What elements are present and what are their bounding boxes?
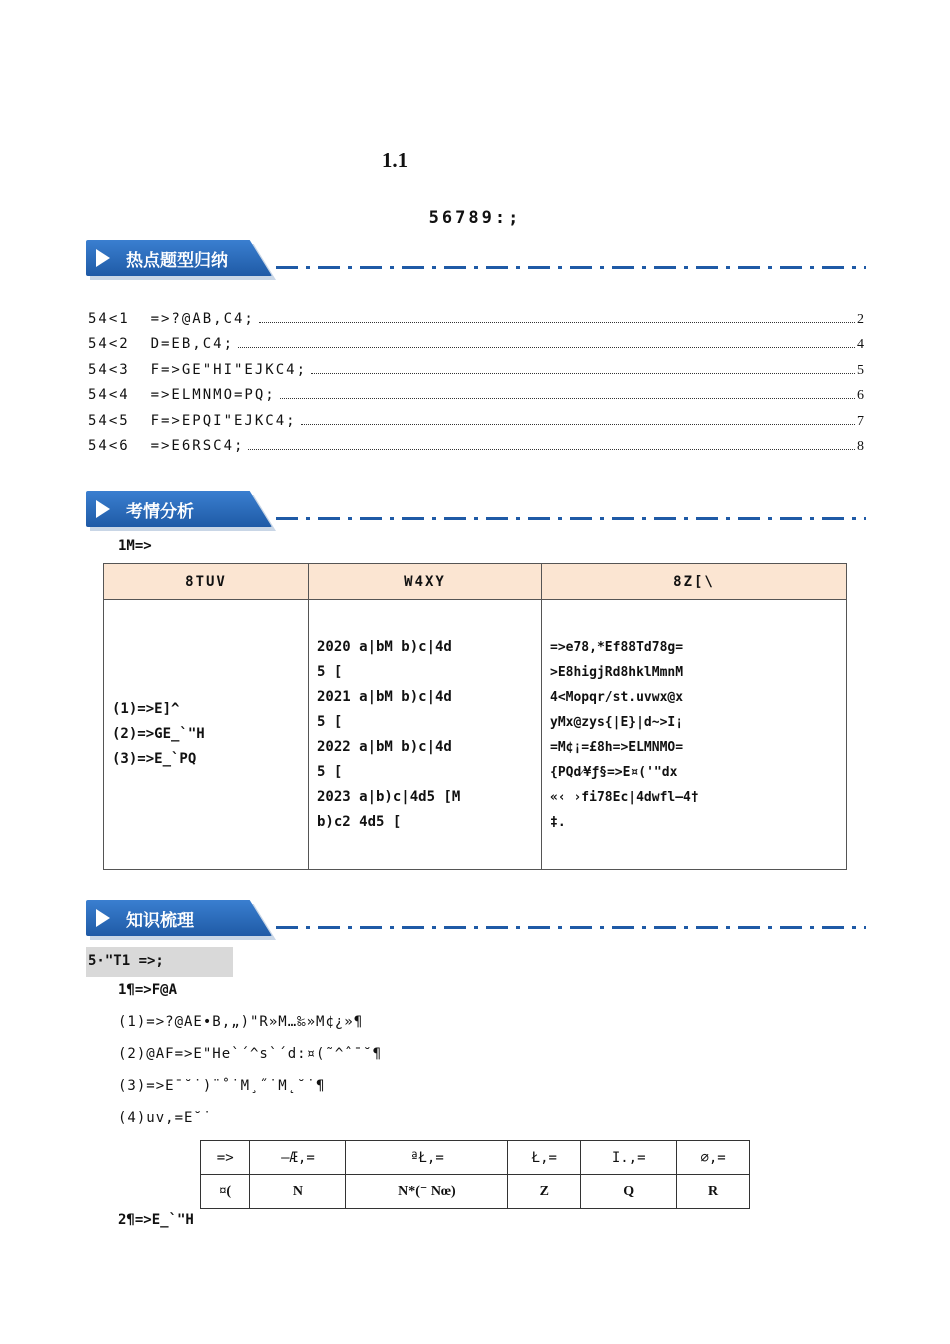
table-cell: Ł,= bbox=[508, 1141, 581, 1175]
toc-item[interactable]: 54<4 =>ELMNMO=PQ; 6 bbox=[88, 387, 864, 404]
section-banner-exam-analysis bbox=[86, 491, 866, 531]
knowledge-item: (1)=>?@AE•B,„)"R»M…‰»M¢¿»¶ bbox=[118, 1014, 364, 1030]
chapter-title: 56789:; bbox=[428, 208, 522, 228]
section-banner-knowledge bbox=[86, 900, 866, 940]
table-of-contents bbox=[88, 311, 864, 463]
toc-item[interactable]: 54<5 F=>EPQI"EJKC4; 7 bbox=[88, 412, 864, 429]
table-cell: Z bbox=[508, 1175, 581, 1209]
dashed-divider bbox=[276, 266, 866, 269]
table-cell: ¤( bbox=[201, 1175, 250, 1209]
table-cell: R bbox=[677, 1175, 750, 1209]
toc-item[interactable]: 54<1 =>?@AB,C4; 2 bbox=[88, 311, 864, 327]
knowledge-item: (4)uv,=E˘˙ bbox=[118, 1110, 213, 1126]
dashed-divider bbox=[276, 926, 866, 929]
play-arrow-icon bbox=[96, 249, 110, 267]
toc-item[interactable]: 54<3 F=>GE"HI"EJKC4; 5 bbox=[88, 361, 864, 378]
table-cell: ªŁ,= bbox=[346, 1141, 508, 1175]
table-header: 8TUV bbox=[104, 564, 309, 600]
table-header: W4XY bbox=[309, 564, 542, 600]
chapter-number: 1.1 bbox=[381, 148, 409, 172]
dashed-divider bbox=[276, 517, 866, 520]
section-title: 知识梳理 bbox=[126, 911, 194, 931]
knowledge-item: (3)=>E¯˘˙)¨˚˙M¸˝˙M˛˘˙¶ bbox=[118, 1078, 326, 1094]
play-arrow-icon bbox=[96, 500, 110, 518]
analysis-label: 1M=> bbox=[118, 538, 152, 554]
toc-item[interactable]: 54<2 D=EB,C4; 4 bbox=[88, 336, 864, 353]
knowledge-item: (2)@AF=>E"He`´^s`´d:¤(˜^ˆ¯˘¶ bbox=[118, 1046, 383, 1062]
section-title: 热点题型归纳 bbox=[126, 251, 228, 271]
table-cell: N*(⁻ Nœ) bbox=[346, 1175, 508, 1209]
table-header: 8Z[\ bbox=[542, 564, 847, 600]
table-cell: =>e78,*Ef88Td78g= >E8higjRd8hklMmnM 4<Mopqr/st.uvwx@x yMx@zys{|E}|d~>I¡ =M¢¡=£8h=>ELMNMO= {PQd⁄¥ƒ§=>E¤('"dx «‹ ›fi78Ec|4dwfl–4† ‡. bbox=[542, 600, 847, 870]
knowledge-heading: 5·"T1 =>; bbox=[86, 947, 233, 977]
table-cell: N bbox=[250, 1175, 346, 1209]
toc-item[interactable]: 54<6 =>E6RSC4; 8 bbox=[88, 437, 864, 454]
table-cell: (1)=>E]^ (2)=>GE_`"H (3)=>E_`PQ bbox=[104, 600, 309, 870]
table-cell: => bbox=[201, 1141, 250, 1175]
section-title: 考情分析 bbox=[126, 502, 194, 522]
analysis-table bbox=[103, 563, 847, 870]
table-cell: Q bbox=[581, 1175, 677, 1209]
table-cell: I.,= bbox=[581, 1141, 677, 1175]
number-set-table bbox=[200, 1140, 750, 1209]
play-arrow-icon bbox=[96, 909, 110, 927]
table-cell: —Æ,= bbox=[250, 1141, 346, 1175]
knowledge-subheading: 2¶=>E_`"H bbox=[118, 1212, 194, 1228]
section-banner-hot-topics bbox=[86, 240, 866, 280]
table-cell: ∅,= bbox=[677, 1141, 750, 1175]
knowledge-subheading: 1¶=>F@A bbox=[118, 982, 178, 998]
table-cell: 2020 a|bM b)c|4d 5 [ 2021 a|bM b)c|4d 5 [ 2022 a|bM b)c|4d 5 [ 2023 a|b)c|4d5 [M b)c2 4d5 [ bbox=[309, 600, 542, 870]
